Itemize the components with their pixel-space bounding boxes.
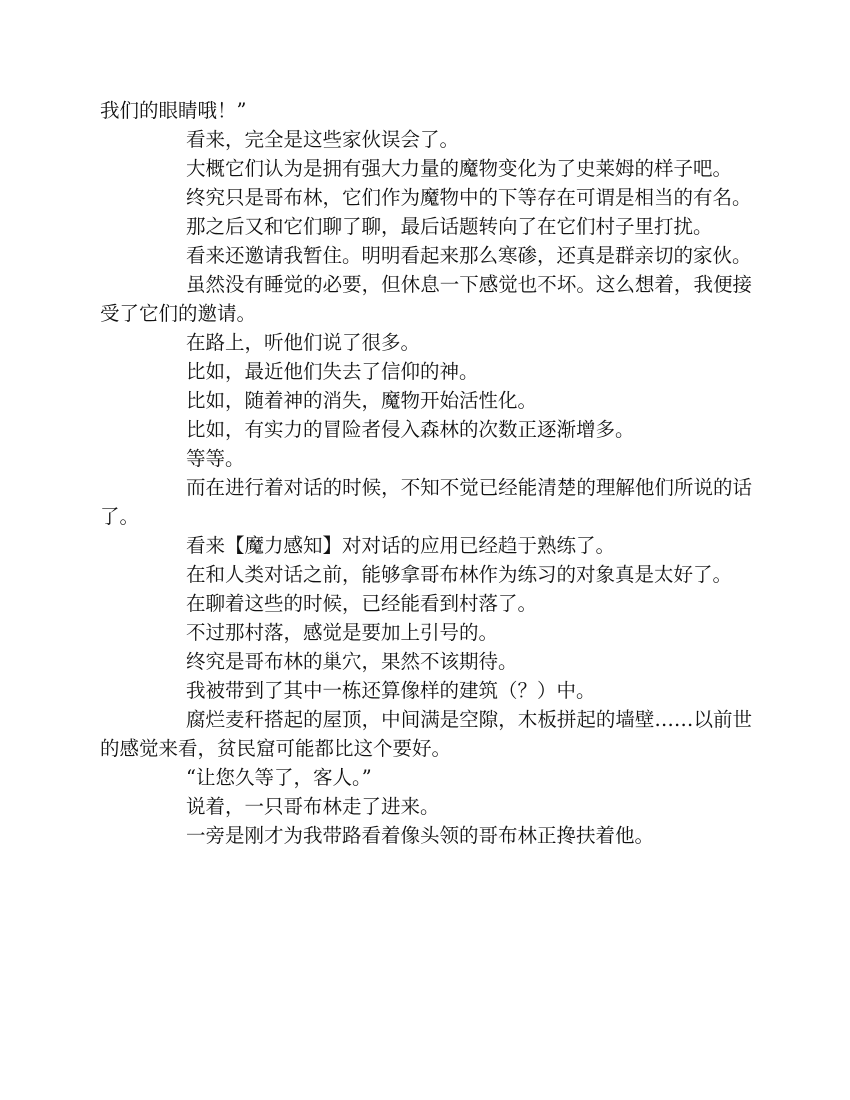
paragraph: 等等。 [186,447,245,470]
paragraph: 腐烂麦秆搭起的屋顶，中间满是空隙，木板拼起的墙壁……以前世的感觉来看，贫民窟可能都比这个要好。 [100,708,752,760]
paragraph: 我被带到了其中一栋还算像样的建筑（？）中。 [186,679,596,702]
paragraph: “让您久等了，客人。” [186,766,372,789]
paragraph: 终究只是哥布林，它们作为魔物中的下等存在可谓是相当的有名。 [186,186,752,209]
paragraph: 虽然没有睡觉的必要，但休息一下感觉也不坏。这么想着，我便接受了它们的邀请。 [100,273,752,325]
paragraph: 在路上，听他们说了很多。 [186,331,421,354]
paragraph: 一旁是刚才为我带路看着像头领的哥布林正搀扶着他。 [186,824,655,847]
paragraph: 在聊着这些的时候，已经能看到村落了。 [186,592,538,615]
paragraph: 看来还邀请我暂住。明明看起来那么寒碜，还真是群亲切的家伙。 [186,244,752,267]
paragraph: 那之后又和它们聊了聊，最后话题转向了在它们村子里打扰。 [186,215,713,238]
body-text [100,96,752,850]
paragraph: 而在进行着对话的时候，不知不觉已经能清楚的理解他们所说的话了。 [100,476,752,528]
paragraph: 在和人类对话之前，能够拿哥布林作为练习的对象真是太好了。 [186,563,733,586]
paragraph: 终究是哥布林的巢穴，果然不该期待。 [186,650,518,673]
paragraph: 大概它们认为是拥有强大力量的魔物变化为了史莱姆的样子吧。 [186,157,733,180]
paragraph: 比如，最近他们失去了信仰的神。 [186,360,479,383]
paragraph: 说着，一只哥布林走了进来。 [186,795,440,818]
paragraph: 看来，完全是这些家伙误会了。 [186,128,460,151]
paragraph: 看来【魔力感知】对对话的应用已经趋于熟练了。 [186,534,616,557]
paragraph: 我们的眼睛哦！” [100,99,247,122]
paragraph: 比如，有实力的冒险者侵入森林的次数正逐渐增多。 [186,418,635,441]
paragraph: 比如，随着神的消失，魔物开始活性化。 [186,389,538,412]
paragraph: 不过那村落，感觉是要加上引号的。 [186,621,499,644]
